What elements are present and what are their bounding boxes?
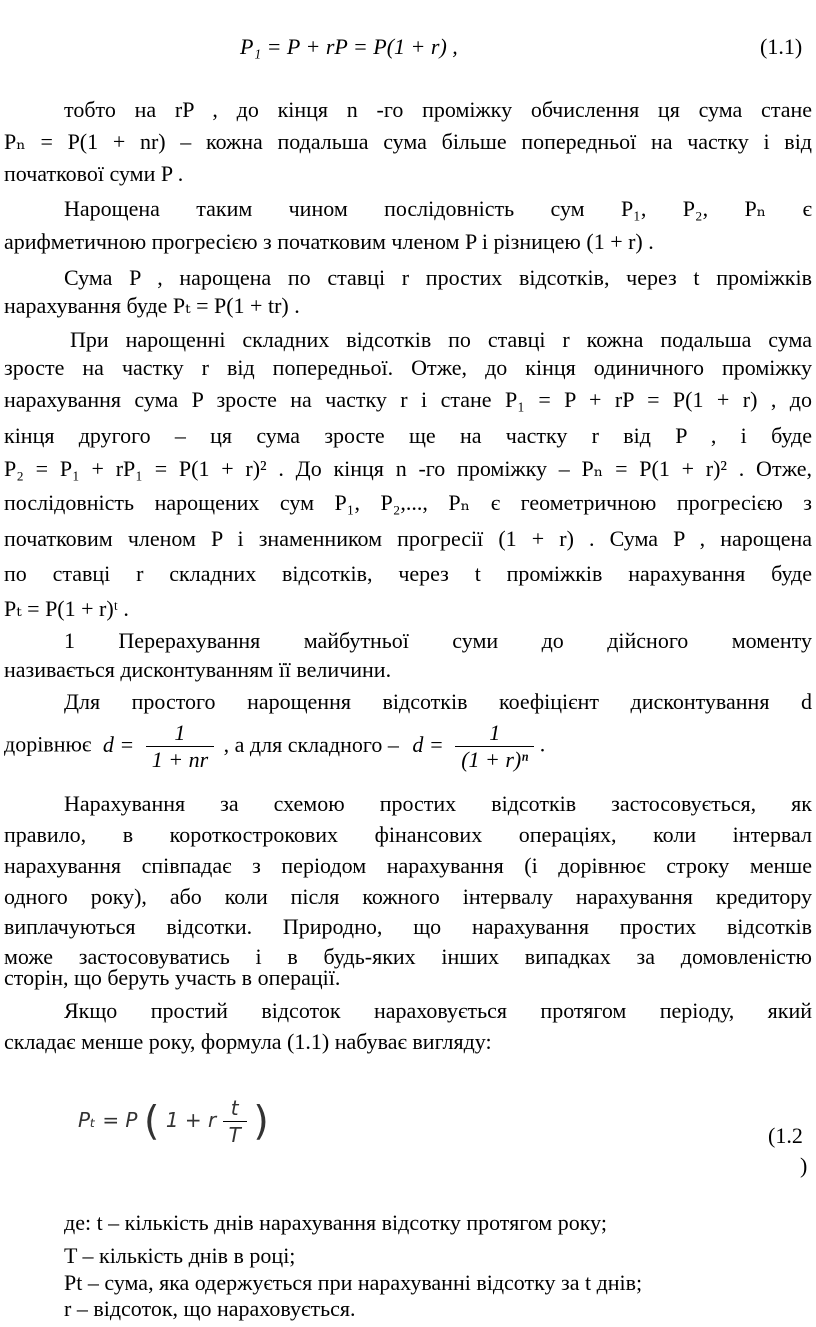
equation-1-2 (78, 1095, 269, 1148)
text-line: зросте на частку r від попередньої. Отже, до кінця одиничного проміжку (4, 355, 812, 380)
text-line: Для простого нарощення відсотків коефіцієнт дисконтування d (64, 689, 812, 714)
text-line: кінця другого – ця сума зросте ще на частку r від P , і буде (4, 423, 812, 448)
text-line: складає менше року, формула (1.1) набуває вигляду: (4, 1029, 492, 1054)
legend-item: T – кількість днів в році; (64, 1243, 296, 1268)
text-line: нарахування буде Pₜ = P(1 + tr) . (4, 293, 300, 318)
legend-item: Pt – сума, яка одержується при нарахуванні відсотку за t днів; (64, 1270, 643, 1295)
text-line: Pₙ = P(1 + nr) – кожна подальша сума більше попередньої на частку i від (4, 129, 812, 154)
text-line: P₂ = P₁ + rP₁ = P(1 + r)² . До кінця n -го проміжку – Pₙ = P(1 + r)² . Отже, (4, 456, 812, 481)
fraction-numerator: 1 (455, 720, 534, 747)
text-line: Нарахування за схемою простих відсотків застосовується, як (64, 791, 812, 816)
legend-item: r – відсоток, що нараховується. (64, 1296, 356, 1321)
fraction-numerator: 1 (146, 720, 214, 747)
text-line: Нарощена таким чином послідовність сум P₁, P₂, Pₙ є (64, 196, 812, 221)
discount-formula-line (4, 720, 545, 773)
text-line: сторін, що беруть участь в операції. (4, 965, 341, 990)
text-line: нарахування сума P зросте на частку r і стане P₁ = P + rP = P(1 + r) , до (4, 387, 812, 412)
text-line: тобто на rP , до кінця n -го проміжку обчислення ця сума стане (64, 97, 812, 122)
formula-lhs: Pₜ = P (78, 1108, 138, 1132)
text-line: виплачуються відсотки. Природно, що нарахування простих відсотків (4, 914, 812, 939)
fraction-t-over-T (223, 1095, 247, 1148)
text-line: послідовність нарощених сум P₁, P₂,..., Pₙ є геометричною прогресією з (4, 490, 812, 515)
legend-item: де: t – кількість днів нарахування відсотку протягом року; (64, 1210, 607, 1235)
open-paren-icon: ( (143, 1098, 160, 1145)
equation-number-1-2-close: ) (800, 1153, 808, 1178)
text-mid: , а для складного – (223, 731, 399, 757)
text-line: називається дисконтуванням її величини. (4, 657, 392, 682)
text-line: 1 Перерахування майбутньої суми до дійсного моменту (64, 628, 812, 653)
formula-lhs: d = (102, 731, 135, 757)
text-prefix: дорівнює (4, 731, 92, 757)
text-line: правило, в короткострокових фінансових операціях, коли інтервал (4, 822, 812, 847)
fraction-denominator: 1 + nr (151, 747, 209, 772)
fraction-compound (455, 720, 534, 773)
text-line: Якщо простий відсоток нараховується протягом періоду, який (64, 998, 812, 1023)
equation-number-1-2: (1.2 (768, 1123, 803, 1148)
text-line: При нарощенні складних відсотків по ставці r кожна подальша сума (70, 327, 812, 352)
formula-lhs: d = (412, 731, 444, 757)
text-line: початкової суми P . (4, 161, 184, 186)
formula-one-plus-r: 1 + r (165, 1108, 217, 1132)
text-line: може застосовуватись і в будь-яких інших випадках за домовленістю (4, 944, 812, 969)
text-line: початковим членом P і знаменником прогресії (1 + r) . Сума P , нарощена (4, 526, 812, 551)
text-line: нарахування співпадає з періодом нарахування (і дорівнює строку менше (4, 853, 812, 878)
equation-number-1-1: (1.1) (760, 34, 803, 59)
fraction-denominator: (1 + r)ⁿ (461, 747, 529, 772)
fraction-numerator: t (223, 1095, 247, 1122)
fraction-denominator: T (228, 1123, 241, 1147)
text-line: одного року), або коли після кожного інтервалу нарахування кредитору (4, 884, 812, 909)
text-end: . (539, 731, 546, 757)
text-line: по ставці r складних відсотків, через t проміжків нарахування буде (4, 561, 812, 586)
equation-1-1: P₁ = P + rP = P(1 + r) , (240, 34, 458, 59)
close-paren-icon: ) (253, 1098, 269, 1145)
text-line: арифметичною прогресією з початковим членом P і різницею (1 + r) . (4, 229, 654, 254)
fraction-simple (146, 720, 214, 773)
text-line: Pₜ = P(1 + r)ᵗ . (4, 596, 129, 621)
text-line: Сума P , нарощена по ставці r простих відсотків, через t проміжків (64, 265, 812, 290)
